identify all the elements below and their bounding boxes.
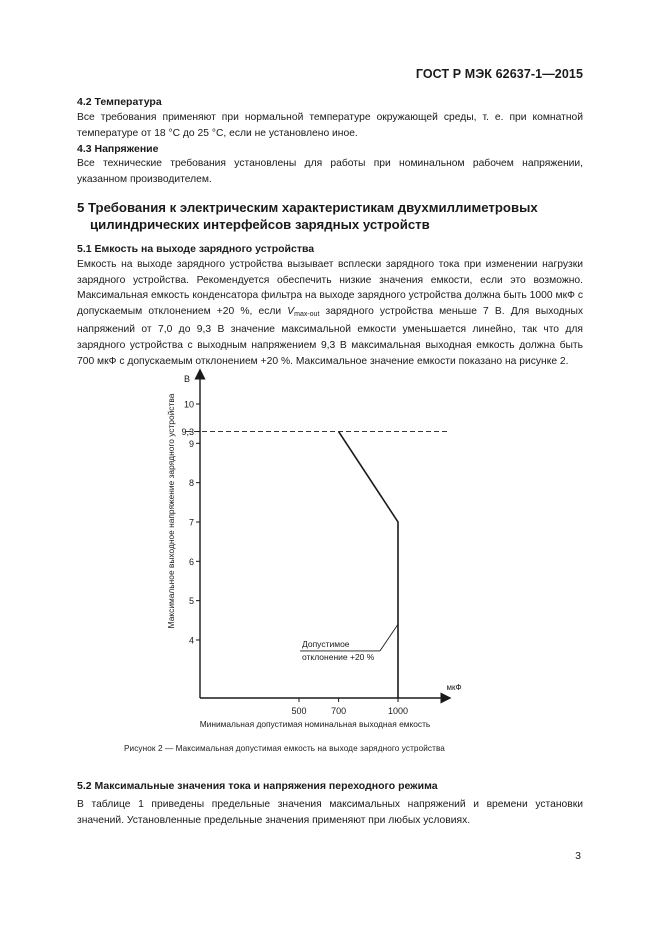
y-tick-label: 6: [188, 556, 194, 567]
x-tick-label: 500: [291, 706, 307, 716]
y-tick-label: 7: [188, 517, 194, 528]
section-4-3-text: Все технические требования установлены для работы при номинальном рабочем напряжении, указанном производителем.: [77, 158, 583, 185]
y-tick-label: 10: [183, 399, 194, 410]
section-5-heading-line1: 5 Требования к электрическим характеристикам двухмиллиметровых: [77, 200, 538, 215]
section-4-2-text: Все требования применяют при нормальной температуре окружающей среды, т. е. при комнатной температуре от 18 °С до 25 °С, если не установлено иное.: [77, 112, 583, 139]
v-max-out: V: [287, 305, 295, 317]
page-number: 3: [575, 850, 581, 862]
section-5-heading-line2: цилиндрических интерфейсов зарядных устройств: [90, 217, 430, 232]
y-unit-label: В: [183, 374, 191, 384]
figure-caption: Рисунок 2 — Максимальная допустимая емкость на выходе зарядного устройства: [124, 744, 445, 753]
section-5-2-heading: 5.2 Максимальные значения тока и напряжения переходного режима: [77, 780, 438, 792]
x-tick-label: 1000: [387, 706, 409, 716]
y-axis-label: Максимальное выходное напряжение зарядного устройства: [166, 393, 176, 629]
section-5-1-text: Емкость на выходе зарядного устройства вызывает всплески зарядного тока при изменении нагрузки зарядного устройства. Рекомендуется обеспечить низкие значения емкости, если это возможно. Максимальная емкость конденсатора фильтра на выходе зарядного устройства должна быть 1000 мкФ с допускаемым отклонением +20 %, если $V_{max-out}$ зарядного устройства меньше 7 В. Для выходных напряжений от 7,0 до 9,3 В значение максимальной емкости уменьшается линейно, так что для зарядного устройства с выходным напряжением 9,3 В максимальная выходная емкость должна быть 700 мкФ с допускаемым отклонением +20 %. Максимальное значение емкости показано на рисунке 2.: [77, 259, 584, 367]
chart-axes: [200, 374, 446, 698]
x-unit-label: мкФ: [446, 683, 462, 692]
section-4-2-heading: 4.2 Температура: [77, 96, 162, 108]
section-4-3-heading: 4.3 Напряжение: [77, 143, 159, 155]
section-5-1-heading: 5.1 Емкость на выходе зарядного устройства: [77, 243, 315, 255]
y-tick-label: 8: [188, 478, 194, 489]
x-axis-label: Минимальная допустимая номинальная выходная емкость: [199, 719, 431, 729]
chart-ticks: [181, 400, 408, 717]
section-5-2-text: В таблице 1 приведены предельные значения максимальных напряжений и времени установки значений. Установленные предельные значения применяют при любых условиях.: [77, 799, 583, 826]
y-tick-label: 9: [188, 438, 194, 449]
section-5-heading: [77, 199, 538, 233]
y-tick-label: 4: [188, 635, 194, 646]
tolerance-leader-slope: [380, 624, 398, 651]
chart-labels: [166, 374, 462, 729]
standard-designation: ГОСТ Р МЭК 62637-1—2015: [415, 67, 583, 81]
tolerance-annotation-line2: отклонение +20 %: [302, 651, 375, 662]
tolerance-annotation-line1: Допустимое: [302, 638, 350, 649]
y-tick-label: 5: [188, 596, 194, 607]
capacitance-chart: [150, 362, 480, 734]
y-tick-label: 9,3: [181, 427, 194, 438]
x-tick-label: 700: [331, 706, 347, 716]
